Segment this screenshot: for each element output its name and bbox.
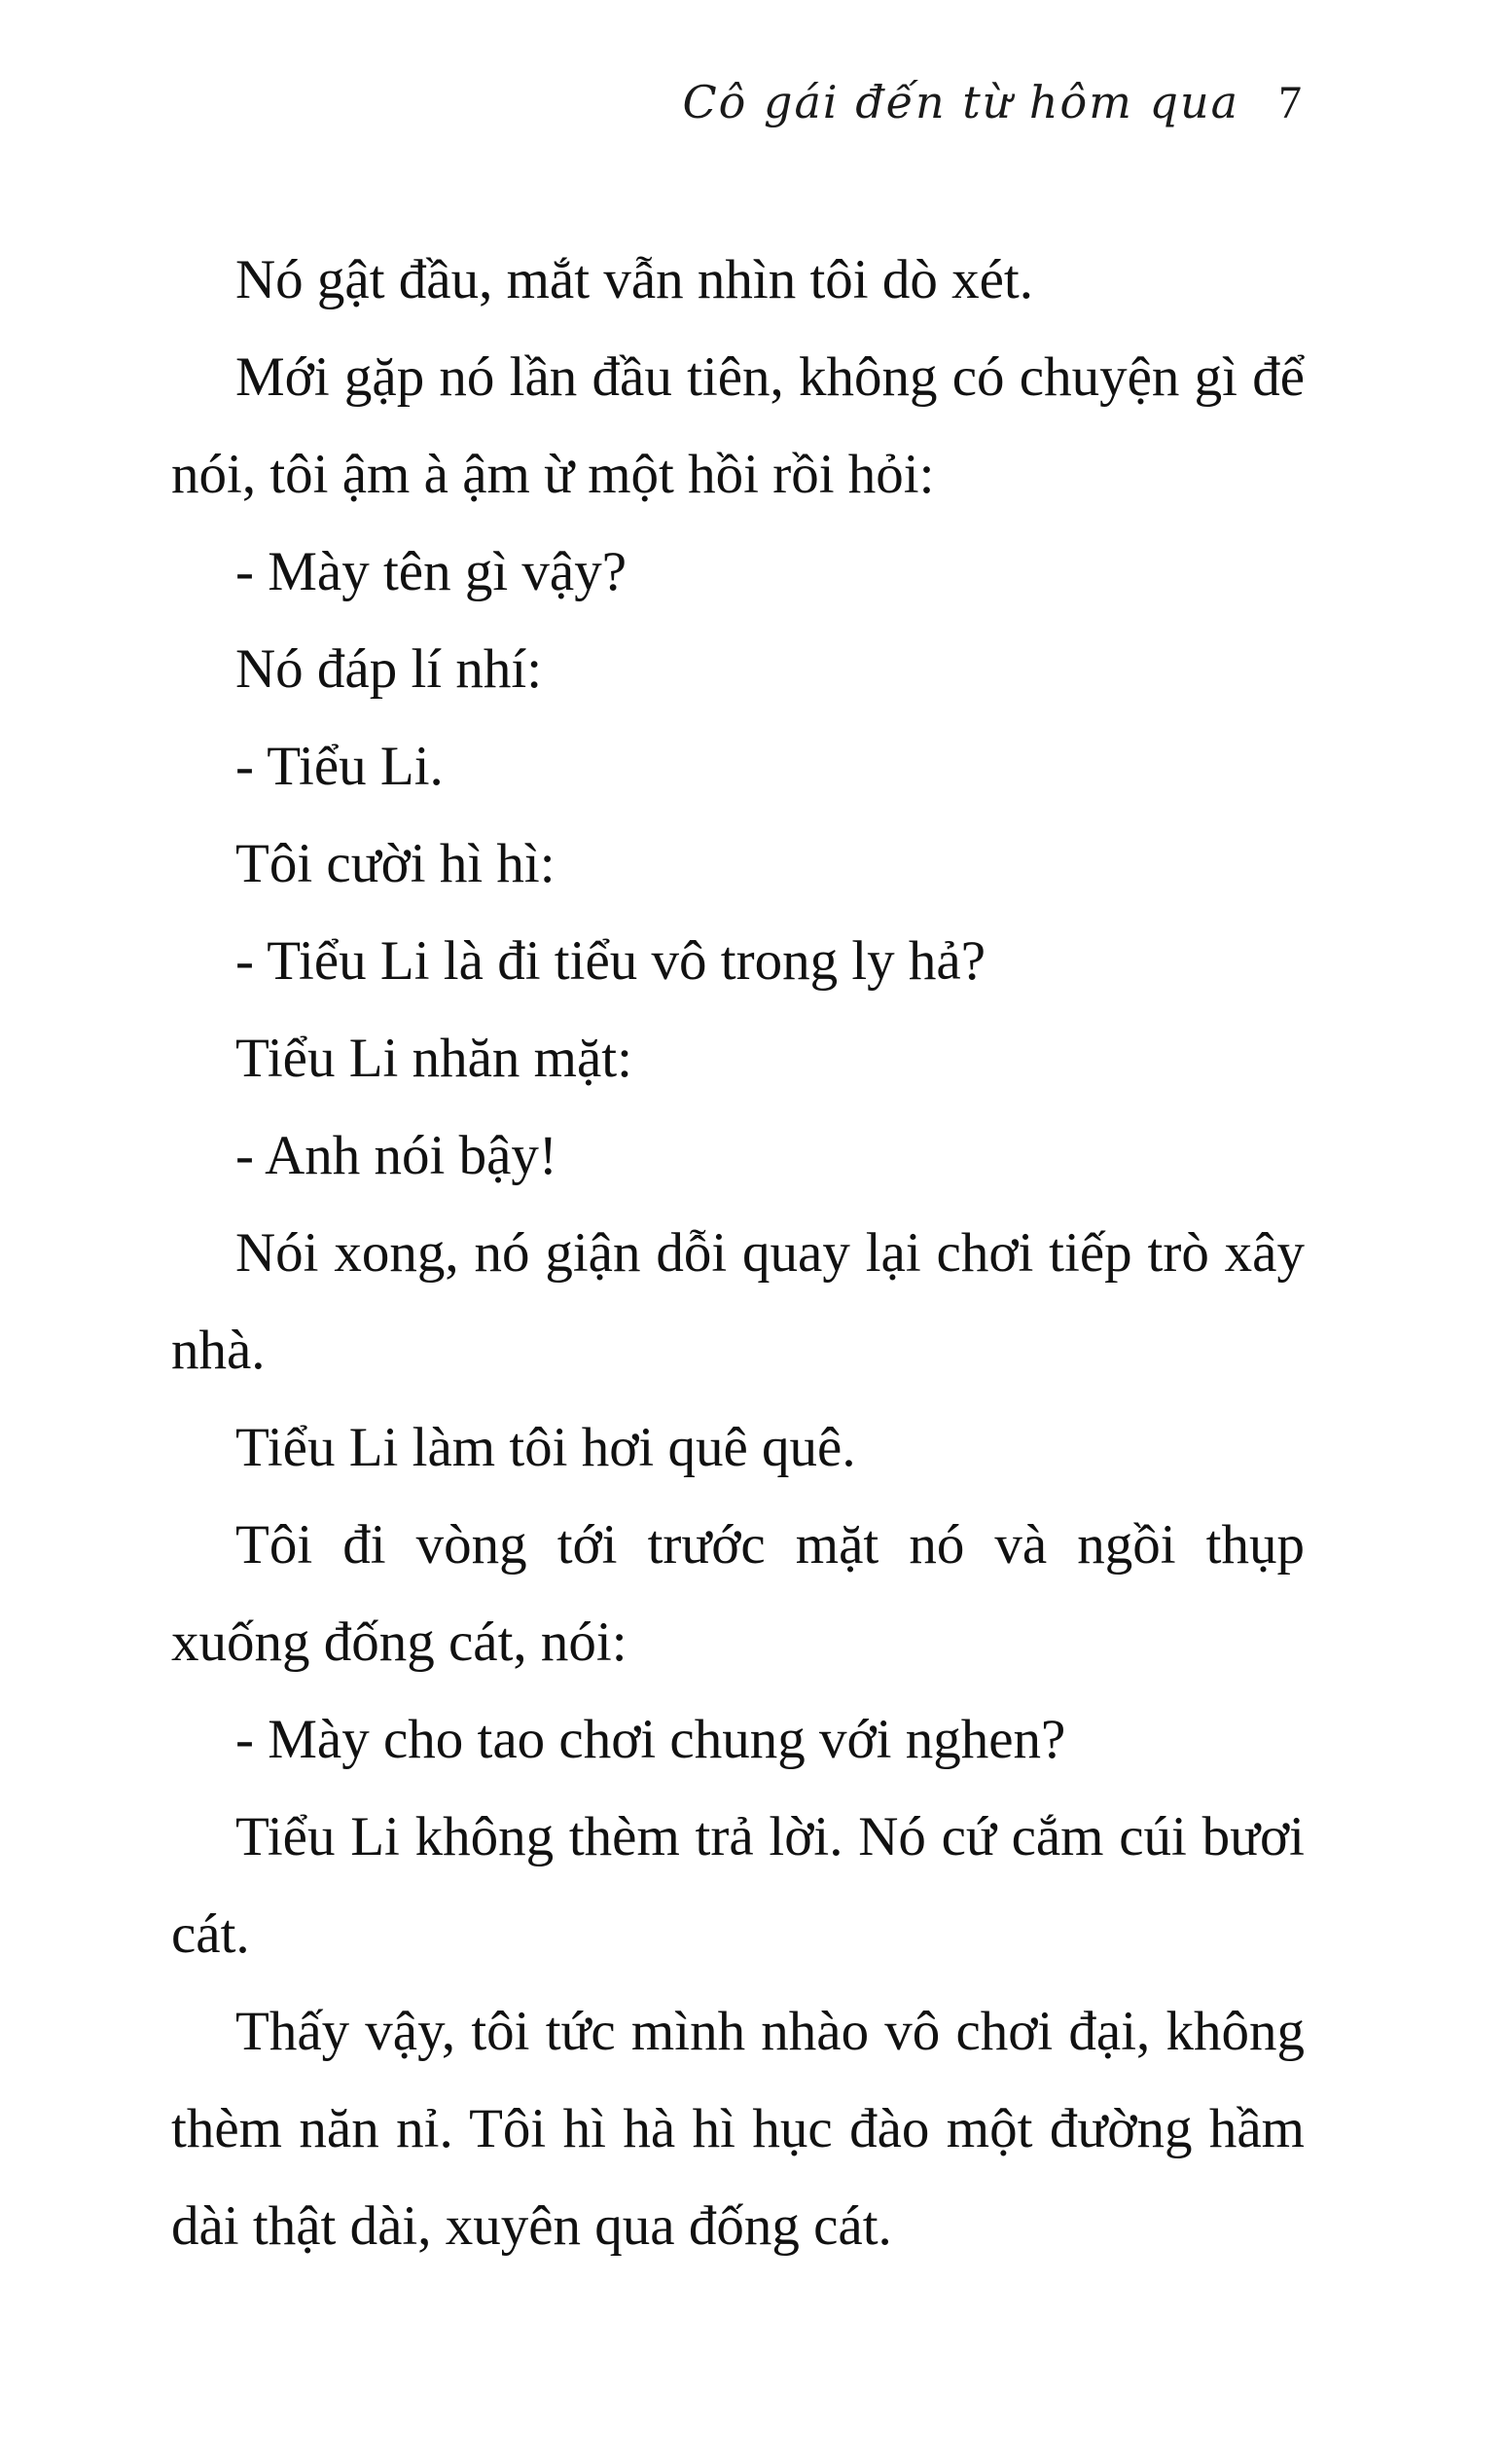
paragraph: Tiểu Li không thèm trả lời. Nó cứ cắm cúi bươi cát.: [171, 1806, 1305, 1965]
page-number: 7: [1278, 77, 1302, 128]
running-title: Cô gái đến từ hôm qua: [682, 76, 1239, 128]
paragraph: - Mày tên gì vậy?: [235, 541, 628, 602]
paragraph: Mới gặp nó lần đầu tiên, không có chuyện gì để nói, tôi ậm à ậm ừ một hồi rồi hỏi:: [171, 346, 1305, 505]
page-header: [682, 76, 1302, 129]
paragraph: - Tiểu Li là đi tiểu vô trong ly hả?: [235, 930, 986, 992]
paragraph: Tiểu Li làm tôi hơi quê quê.: [235, 1417, 856, 1478]
paragraph: Tiểu Li nhăn mặt:: [235, 1028, 632, 1089]
body-text: [171, 232, 1305, 2275]
paragraph: Tôi cười hì hì:: [235, 833, 556, 894]
paragraph: Thấy vậy, tôi tức mình nhào vô chơi đại, không thèm năn nỉ. Tôi hì hà hì hục đào một đường hầm dài thật dài, xuyên qua đống cát.: [171, 2001, 1305, 2257]
paragraph: - Tiểu Li.: [235, 736, 444, 797]
paragraph: Nó gật đầu, mắt vẫn nhìn tôi dò xét.: [235, 249, 1034, 310]
paragraph: Tôi đi vòng tới trước mặt nó và ngồi thụp xuống đống cát, nói:: [171, 1514, 1305, 1673]
paragraph: - Mày cho tao chơi chung với nghen?: [235, 1709, 1066, 1770]
paragraph: - Anh nói bậy!: [235, 1125, 557, 1186]
paragraph: Nó đáp lí nhí:: [235, 638, 543, 700]
paragraph: Nói xong, nó giận dỗi quay lại chơi tiếp trò xây nhà.: [171, 1222, 1305, 1381]
